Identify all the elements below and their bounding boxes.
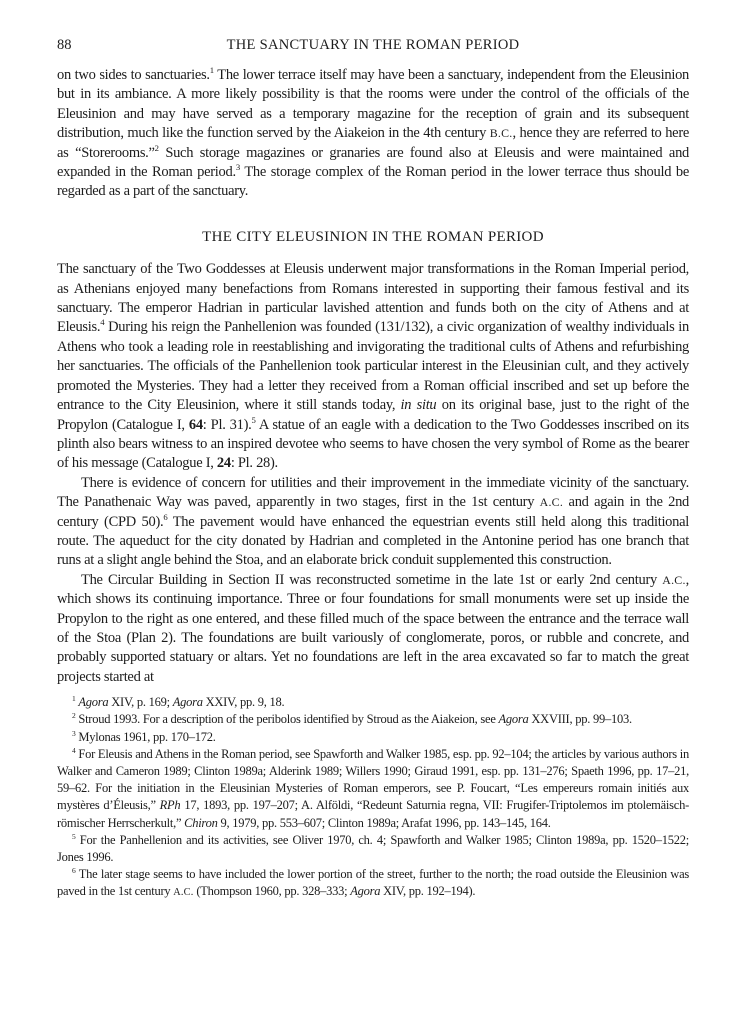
paragraph-storerooms: on two sides to sanctuaries.$^1$ The lower terrace itself may have been a sanctuary, independent from the Eleusinion but in its ambiance. A more likely possibility is that the rooms were under the control of the officials of the Eleusinion and may have served as a temporary magazine for the reception of grain and its subsequent distribution, much like the function served by the Aiakeion in the 4th century B.C., hence they are referred to here as “Storerooms.”$^2$ Such storage magazines or granaries are found also at Eleusis and were maintained and expanded in the Roman period.$^3$ The storage complex of the Roman period in the lower terrace thus should be regarded as a part of the sanctuary. (57, 65, 690, 200)
running-header (57, 36, 689, 55)
footnotes-section (57, 694, 689, 901)
paragraph-circular-building: The Circular Building in Section II was reconstructed sometime in the late 1st or early 2nd century A.C., which shows its continuing importance. Three or four foundations for small monuments were set up inside the Propylon to the right as one entered, and these filled much of the space between the entrance and the terrace wall of the Stoa (Plan 2). The foundations are built variously of conglomerate, poros, or rubble and concrete, and probably supported statuary or altars. Yet no foundations are left in the area excavated so far to match the great projects started at (57, 571, 689, 685)
page-number: 88 (57, 37, 72, 53)
running-head-title: THE SANCTUARY IN THE ROMAN PERIOD (226, 37, 520, 53)
section-heading: THE CITY ELEUSINION IN THE ROMAN PERIOD (202, 228, 544, 245)
footnote-6: $^6$ The later stage seems to have included the lower portion of the street, further to the north; the road outside the Eleusinion was paved in the 1st century A.C. (Thompson 1960, pp. 328–333; Agora XIV, pp. 192–194). (57, 866, 689, 899)
footnote-1: $^1$ Agora XIV, p. 169; Agora XXIV, pp. 9, 18. (72, 694, 285, 710)
footnote-5: $^5$ For the Panhellenion and its activities, see Oliver 1970, ch. 4; Spawforth and Walker 1985; Clinton 1989a, pp. 1520–1522; Jones 1996. (57, 831, 689, 865)
body-text (57, 66, 689, 687)
paragraph-panhellenion: The sanctuary of the Two Goddesses at Eleusis underwent major transformations in the Roman Imperial period, as Athenians enjoyed many benefactions from Romans interested in supporting their famous festival and its sanctuary. The emperor Hadrian in particular lavished attention and funds both on the city of Athens and at Eleusis.$^4$ During his reign the Panhellenion was founded (131/132), a civic organization of wealthy individuals in Athens who took a leading role in reestablishing and invigorating the traditional cults of Athens and refurbishing her sanctuaries. The officials of the Panhellenion took particular interest in the Eleusinian cult, and they actively promoted the Mysteries. They had a letter they received from a Roman official inscribed and set up before the entrance to the City Eleusinion, where it still stands today, in situ on its original base, just to the right of the Propylon (Catalogue I, 64: Pl. 31).$^5$ A statue of an eagle with a dedication to the Two Goddesses inscribed on its plinth also bears witness to an inspired devotee who seems to have chosen the very symbol of Rome as the bearer of his message (Catalogue I, 24: Pl. 28). (57, 261, 689, 472)
footnote-2: $^2$ Stroud 1993. For a description of the peribolos identified by Stroud as the Aiakeion, see Agora XXVIII, pp. 99–103. (72, 711, 632, 727)
footnote-3: $^3$ Mylonas 1961, pp. 170–172. (72, 728, 216, 744)
paragraph-utilities: There is evidence of concern for utilities and their improvement in the immediate vicinity of the sanctuary. The Panathenaic Way was paved, apparently in two stages, first in the 1st century A.C. and again in the 2nd century (CPD 50).$^6$ The pavement would have enhanced the equestrian events still held along this traditional route. The aqueduct for the city donated by Hadrian and completed in the Antonine period has one branch that runs at a slight angle behind the Stoa, and an elaborate brick conduit supplemented this construction. (57, 474, 689, 569)
footnote-4: $^4$ For Eleusis and Athens in the Roman period, see Spawforth and Walker 1985, esp. pp. 92–104; the articles by various authors in Walker and Cameron 1989; Clinton 1989a; Alderink 1989; Willers 1990; Giraud 1991, esp. pp. 131–276; Spaeth 1996, pp. 17–21, 59–62. For the initiation in the Eleusinian Mysteries of Roman emperors, see P. Foucart, “Les empereurs romain initiés aux mystères d’Éleusis,” RPh 17, 1893, pp. 197–207; A. Alföldi, “Redeunt Saturnia regna, VII: Frugifer-Triptolemos im ptolemäisch-römischer Herrscherkult,” Chiron 9, 1979, pp. 553–607; Clinton 1989a; Arafat 1996, pp. 143–145, 164. (57, 745, 689, 830)
